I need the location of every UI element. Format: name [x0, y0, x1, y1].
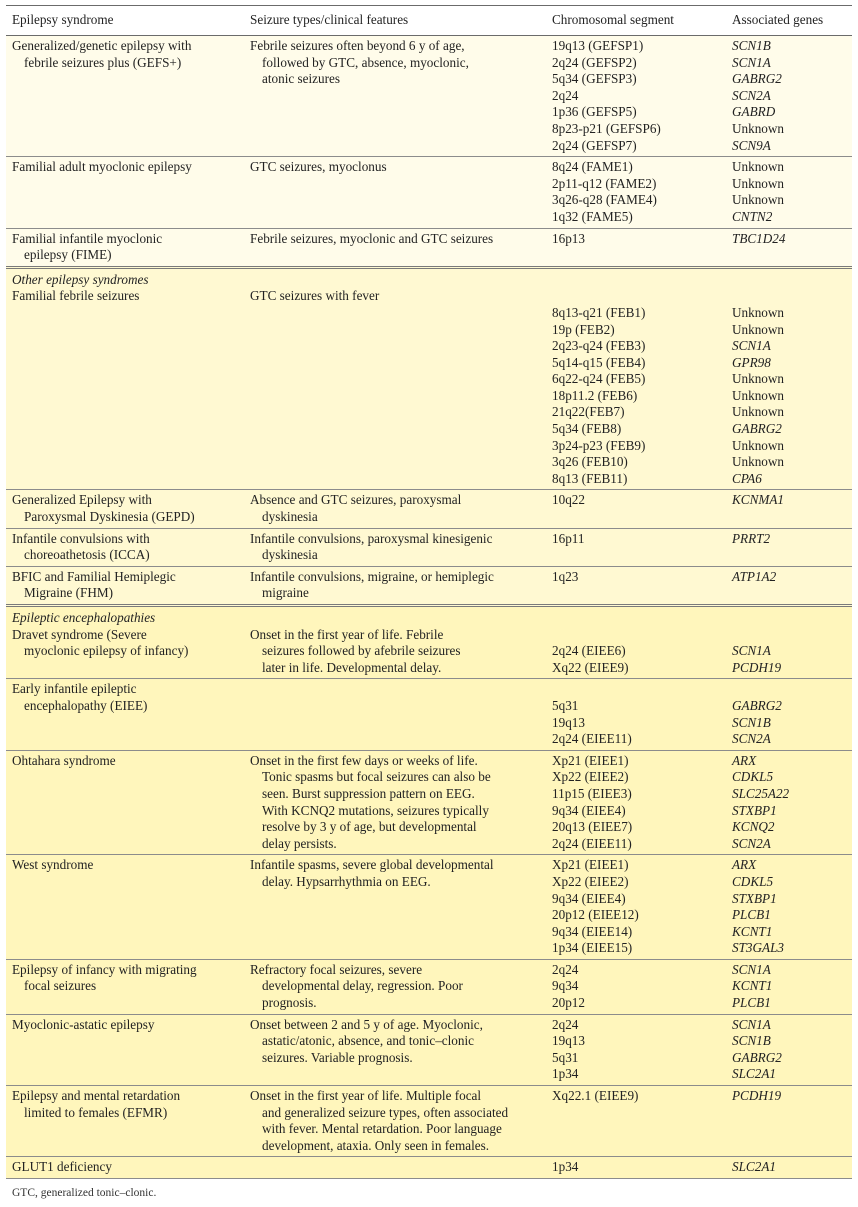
- features-line: followed by GTC, absence, myoclonic,: [262, 54, 469, 70]
- features-cell: [244, 679, 546, 750]
- syndrome-line: Early infantile epileptic: [12, 681, 137, 697]
- segment-line: 18p11.2 (FEB6): [552, 387, 638, 403]
- gene-line: SCN1B: [732, 1033, 771, 1049]
- syndrome-line: Paroxysmal Dyskinesia (GEPD): [24, 509, 195, 525]
- segment-line: 19q13 (GEFSP1): [552, 38, 644, 53]
- segment-line: 16p13: [552, 230, 585, 246]
- features-line: resolve by 3 y of age, but developmental: [262, 819, 477, 835]
- syndrome-line: West syndrome: [12, 857, 94, 873]
- segment-line: 9q34 (EIEE14): [552, 923, 633, 939]
- features-line: and generalized seizure types, often associated: [262, 1104, 509, 1120]
- table-row: [6, 228, 852, 267]
- gene-line: SLC25A22: [732, 785, 790, 801]
- features-line: Tonic spasms but focal seizures can also be: [262, 769, 491, 785]
- features-line: Refractory focal seizures, severe: [250, 961, 423, 977]
- segment-line: 2q24 (GEFSP2): [552, 54, 637, 70]
- gene-line: PCDH19: [732, 659, 782, 675]
- gene-line: PCDH19: [732, 1088, 782, 1104]
- segment-line: 5q34 (GEFSP3): [552, 71, 637, 87]
- spacer-line: [732, 627, 848, 644]
- section-title-row: [6, 267, 852, 288]
- table-row: [6, 855, 852, 960]
- features-line: Infantile convulsions, migraine, or hemiplegic: [250, 568, 494, 584]
- gene-line: SCN1A: [732, 338, 771, 354]
- syndrome-line: GLUT1 deficiency: [12, 1159, 112, 1175]
- segment-line: 5q14-q15 (FEB4): [552, 354, 646, 370]
- features-cell: [244, 750, 546, 855]
- segment-line: 19p (FEB2): [552, 321, 615, 337]
- features-line: seizures. Variable prognosis.: [262, 1049, 413, 1065]
- table-row: [6, 1086, 852, 1157]
- syndrome-cell: [6, 1014, 244, 1085]
- segment-line: 2q24: [552, 87, 579, 103]
- features-line: Infantile spasms, severe global developmental: [250, 857, 494, 873]
- segment-cell: [546, 228, 726, 267]
- segment-line: 1q23: [552, 568, 579, 584]
- genes-cell: [726, 1157, 852, 1179]
- segment-line: Xq22 (EIEE9): [552, 659, 629, 675]
- segment-line: 2q24 (EIEE11): [552, 835, 632, 851]
- genes-cell: [726, 750, 852, 855]
- syndrome-line: febrile seizures plus (GEFS+): [24, 54, 182, 70]
- segment-cell: [546, 288, 726, 490]
- syndrome-line: Generalized/genetic epilepsy with: [12, 38, 192, 53]
- table-row: [6, 490, 852, 528]
- segment-line: 8q13 (FEB11): [552, 470, 628, 486]
- header-row: [6, 6, 852, 36]
- genes-cell: [726, 288, 852, 490]
- gene-line: Unknown: [732, 120, 785, 136]
- segment-line: 5q31: [552, 1049, 579, 1065]
- segment-line: 1p34: [552, 1159, 579, 1175]
- gene-line: Unknown: [732, 304, 785, 320]
- syndrome-line: focal seizures: [24, 978, 97, 994]
- segment-cell: [546, 157, 726, 228]
- segment-line: 6q22-q24 (FEB5): [552, 371, 646, 387]
- syndrome-line: Migraine (FHM): [24, 585, 114, 601]
- features-line: development, ataxia. Only seen in females.: [262, 1137, 490, 1153]
- features-line: with fever. Mental retardation. Poor language: [262, 1121, 502, 1137]
- features-cell: [244, 228, 546, 267]
- syndrome-cell: [6, 855, 244, 960]
- header-syndrome: Epilepsy syndrome: [6, 6, 244, 36]
- table-body: [6, 36, 852, 1179]
- genes-cell: [726, 36, 852, 157]
- table-row: [6, 566, 852, 605]
- segment-line: 1p36 (GEFSP5): [552, 104, 637, 120]
- spacer-line: [552, 627, 722, 644]
- segment-line: 2q24: [552, 1016, 579, 1032]
- table-row: [6, 36, 852, 157]
- syndrome-cell: [6, 490, 244, 528]
- features-line: seizures followed by afebrile seizures: [262, 643, 461, 659]
- features-line: With KCNQ2 mutations, seizures typically: [262, 802, 489, 818]
- features-line: Infantile convulsions, paroxysmal kinesigenic: [250, 530, 493, 546]
- features-cell: [244, 566, 546, 605]
- spacer-line: [732, 681, 848, 698]
- gene-line: TBC1D24: [732, 230, 786, 246]
- gene-line: Unknown: [732, 159, 785, 175]
- gene-line: ATP1A2: [732, 568, 777, 584]
- features-line: Absence and GTC seizures, paroxysmal: [250, 492, 462, 508]
- features-line: atonic seizures: [262, 71, 340, 87]
- gene-line: SCN1A: [732, 961, 771, 977]
- segment-line: 1p34 (EIEE15): [552, 940, 633, 956]
- features-line: Febrile seizures, myoclonic and GTC seizures: [250, 230, 494, 246]
- syndrome-line: Generalized Epilepsy with: [12, 492, 152, 508]
- features-line: dyskinesia: [262, 509, 318, 525]
- features-line: GTC seizures, myoclonus: [250, 159, 387, 175]
- gene-line: Unknown: [732, 321, 785, 337]
- gene-line: ST3GAL3: [732, 940, 785, 956]
- genes-cell: [726, 959, 852, 1014]
- table-row: [6, 528, 852, 566]
- genes-cell: [726, 679, 852, 750]
- features-line: later in life. Developmental delay.: [262, 659, 442, 675]
- genes-cell: [726, 157, 852, 228]
- syndrome-line: encephalopathy (EIEE): [24, 697, 148, 713]
- genes-cell: [726, 566, 852, 605]
- segment-cell: [546, 750, 726, 855]
- segment-line: 2q24: [552, 961, 579, 977]
- segment-line: 2q24 (EIEE11): [552, 731, 632, 747]
- features-cell: [244, 1014, 546, 1085]
- gene-line: CDKL5: [732, 769, 774, 785]
- epilepsy-genetics-table: [6, 5, 852, 1179]
- table-row: [6, 679, 852, 750]
- gene-line: GABRG2: [732, 71, 782, 87]
- segment-cell: [546, 855, 726, 960]
- gene-line: PLCB1: [732, 907, 771, 923]
- table-row: [6, 627, 852, 679]
- segment-line: 8p23-p21 (GEFSP6): [552, 120, 661, 136]
- features-line: delay. Hypsarrhythmia on EEG.: [262, 873, 431, 889]
- syndrome-line: Infantile convulsions with: [12, 530, 150, 546]
- segment-line: 1q32 (FAME5): [552, 208, 633, 224]
- segment-cell: [546, 36, 726, 157]
- gene-line: KCNT1: [732, 923, 773, 939]
- features-cell: [244, 157, 546, 228]
- features-cell: [244, 36, 546, 157]
- gene-line: KCNQ2: [732, 819, 775, 835]
- syndrome-line: limited to females (EFMR): [24, 1104, 168, 1120]
- segment-line: 20p12 (EIEE12): [552, 907, 639, 923]
- segment-cell: [546, 490, 726, 528]
- features-line: dyskinesia: [262, 547, 318, 563]
- gene-line: SCN9A: [732, 137, 771, 153]
- syndrome-line: Myoclonic-astatic epilepsy: [12, 1016, 155, 1032]
- segment-line: 8q24 (FAME1): [552, 159, 633, 175]
- syndrome-line: Familial febrile seizures: [12, 288, 140, 304]
- gene-line: CDKL5: [732, 873, 774, 889]
- footnote: GTC, generalized tonic–clonic.: [12, 1187, 157, 1199]
- gene-line: KCNT1: [732, 978, 773, 994]
- segment-cell: [546, 1014, 726, 1085]
- features-cell: [244, 1157, 546, 1179]
- gene-line: SCN2A: [732, 87, 771, 103]
- segment-cell: [546, 959, 726, 1014]
- segment-cell: [546, 1157, 726, 1179]
- table-row: [6, 959, 852, 1014]
- segment-line: Xp22 (EIEE2): [552, 873, 629, 889]
- segment-line: 20q13 (EIEE7): [552, 819, 633, 835]
- segment-line: 2p11-q12 (FAME2): [552, 175, 657, 191]
- syndrome-cell: [6, 959, 244, 1014]
- gene-line: SCN1B: [732, 38, 771, 53]
- segment-line: 19q13: [552, 714, 585, 730]
- gene-line: SCN1A: [732, 1016, 771, 1032]
- syndrome-cell: [6, 157, 244, 228]
- segment-line: Xp21 (EIEE1): [552, 752, 629, 768]
- segment-line: 5q31: [552, 697, 579, 713]
- segment-cell: [546, 679, 726, 750]
- segment-line: 20p12: [552, 995, 585, 1011]
- segment-line: 16p11: [552, 530, 585, 546]
- genes-cell: [726, 1014, 852, 1085]
- gene-line: ARX: [732, 857, 757, 873]
- syndrome-cell: [6, 288, 244, 490]
- segment-line: 5q34 (FEB8): [552, 421, 622, 437]
- section-title: Other epilepsy syndromes: [6, 267, 852, 288]
- gene-line: SLC2A1: [732, 1066, 776, 1082]
- syndrome-cell: [6, 750, 244, 855]
- syndrome-line: epilepsy (FIME): [24, 247, 112, 263]
- spacer-line: [552, 288, 722, 305]
- gene-line: STXBP1: [732, 802, 777, 818]
- table-row: [6, 288, 852, 490]
- syndrome-line: choreoathetosis (ICCA): [24, 547, 150, 563]
- header-features: Seizure types/clinical features: [244, 6, 546, 36]
- gene-line: Unknown: [732, 192, 785, 208]
- table-row: [6, 1157, 852, 1179]
- gene-line: PRRT2: [732, 530, 771, 546]
- segment-line: 9q34 (EIEE4): [552, 890, 626, 906]
- gene-line: Unknown: [732, 387, 785, 403]
- segment-cell: [546, 566, 726, 605]
- syndrome-line: Epilepsy and mental retardation: [12, 1088, 181, 1104]
- features-line: delay persists.: [262, 835, 337, 851]
- gene-line: GABRD: [732, 104, 776, 120]
- table-row: [6, 750, 852, 855]
- features-cell: [244, 1086, 546, 1157]
- segment-cell: [546, 528, 726, 566]
- segment-cell: [546, 1086, 726, 1157]
- features-line: Onset between 2 and 5 y of age. Myoclonic,: [250, 1016, 483, 1032]
- segment-cell: [546, 627, 726, 679]
- genes-cell: [726, 855, 852, 960]
- segment-line: 2q23-q24 (FEB3): [552, 338, 646, 354]
- segment-line: Xp22 (EIEE2): [552, 769, 629, 785]
- segment-line: 19q13: [552, 1033, 585, 1049]
- gene-line: GABRG2: [732, 697, 782, 713]
- header-segment: Chromosomal segment: [546, 6, 726, 36]
- syndrome-cell: [6, 228, 244, 267]
- syndrome-cell: [6, 528, 244, 566]
- segment-line: 10q22: [552, 492, 585, 508]
- syndrome-line: BFIC and Familial Hemiplegic: [12, 568, 176, 584]
- syndrome-line: Ohtahara syndrome: [12, 752, 116, 768]
- features-line: Onset in the first year of life. Febrile: [250, 626, 444, 642]
- segment-line: 11p15 (EIEE3): [552, 785, 632, 801]
- segment-line: Xq22.1 (EIEE9): [552, 1088, 639, 1104]
- syndrome-cell: [6, 36, 244, 157]
- gene-line: ARX: [732, 752, 757, 768]
- syndrome-cell: [6, 679, 244, 750]
- features-line: Febrile seizures often beyond 6 y of age,: [250, 38, 465, 53]
- segment-line: Xp21 (EIEE1): [552, 857, 629, 873]
- syndrome-line: Familial infantile myoclonic: [12, 230, 163, 246]
- features-cell: [244, 528, 546, 566]
- section-title: Epileptic encephalopathies: [6, 606, 852, 627]
- spacer-line: [552, 681, 722, 698]
- gene-line: PLCB1: [732, 995, 771, 1011]
- features-line: seen. Burst suppression pattern on EEG.: [262, 785, 475, 801]
- syndrome-line: Dravet syndrome (Severe: [12, 626, 147, 642]
- genes-cell: [726, 627, 852, 679]
- syndrome-cell: [6, 1086, 244, 1157]
- segment-line: 21q22(FEB7): [552, 404, 625, 420]
- gene-line: STXBP1: [732, 890, 777, 906]
- features-cell: [244, 288, 546, 490]
- table-row: [6, 157, 852, 228]
- gene-line: Unknown: [732, 371, 785, 387]
- segment-line: 2q24 (EIEE6): [552, 643, 626, 659]
- features-line: prognosis.: [262, 995, 317, 1011]
- spacer-line: [732, 288, 848, 305]
- features-line: Onset in the first few days or weeks of life.: [250, 752, 478, 768]
- gene-line: SCN1A: [732, 54, 771, 70]
- features-line: astatic/atonic, absence, and tonic–clonic: [262, 1033, 475, 1049]
- segment-line: 9q34 (EIEE4): [552, 802, 626, 818]
- genes-cell: [726, 490, 852, 528]
- features-cell: [244, 490, 546, 528]
- segment-line: 1p34: [552, 1066, 579, 1082]
- gene-line: Unknown: [732, 437, 785, 453]
- gene-line: Unknown: [732, 175, 785, 191]
- gene-line: SLC2A1: [732, 1159, 776, 1175]
- genes-cell: [726, 228, 852, 267]
- gene-line: SCN2A: [732, 835, 771, 851]
- segment-line: 2q24 (GEFSP7): [552, 137, 637, 153]
- segment-line: 9q34: [552, 978, 579, 994]
- gene-line: SCN2A: [732, 731, 771, 747]
- gene-line: SCN1A: [732, 643, 771, 659]
- gene-line: GPR98: [732, 354, 771, 370]
- gene-line: Unknown: [732, 454, 785, 470]
- features-cell: [244, 959, 546, 1014]
- gene-line: KCNMA1: [732, 492, 785, 508]
- syndrome-cell: [6, 1157, 244, 1179]
- features-line: GTC seizures with fever: [250, 288, 380, 304]
- syndrome-line: myoclonic epilepsy of infancy): [24, 643, 189, 659]
- segment-line: 3p24-p23 (FEB9): [552, 437, 646, 453]
- gene-line: CNTN2: [732, 208, 773, 224]
- features-line: migraine: [262, 585, 309, 601]
- header-genes: Associated genes: [726, 6, 852, 36]
- section-title-row: [6, 606, 852, 627]
- gene-line: SCN1B: [732, 714, 771, 730]
- features-line: developmental delay, regression. Poor: [262, 978, 463, 994]
- features-line: Onset in the first year of life. Multiple focal: [250, 1088, 482, 1104]
- gene-line: CPA6: [732, 470, 762, 486]
- gene-line: GABRG2: [732, 421, 782, 437]
- segment-line: 3q26-q28 (FAME4): [552, 192, 657, 208]
- gene-line: GABRG2: [732, 1049, 782, 1065]
- segment-line: 3q26 (FEB10): [552, 454, 628, 470]
- gene-line: Unknown: [732, 404, 785, 420]
- syndrome-line: Familial adult myoclonic epilepsy: [12, 159, 192, 175]
- syndrome-line: Epilepsy of infancy with migrating: [12, 961, 197, 977]
- syndrome-cell: [6, 566, 244, 605]
- genes-cell: [726, 1086, 852, 1157]
- features-cell: [244, 855, 546, 960]
- genes-cell: [726, 528, 852, 566]
- table-row: [6, 1014, 852, 1085]
- syndrome-cell: [6, 627, 244, 679]
- segment-line: 8q13-q21 (FEB1): [552, 304, 646, 320]
- features-cell: [244, 627, 546, 679]
